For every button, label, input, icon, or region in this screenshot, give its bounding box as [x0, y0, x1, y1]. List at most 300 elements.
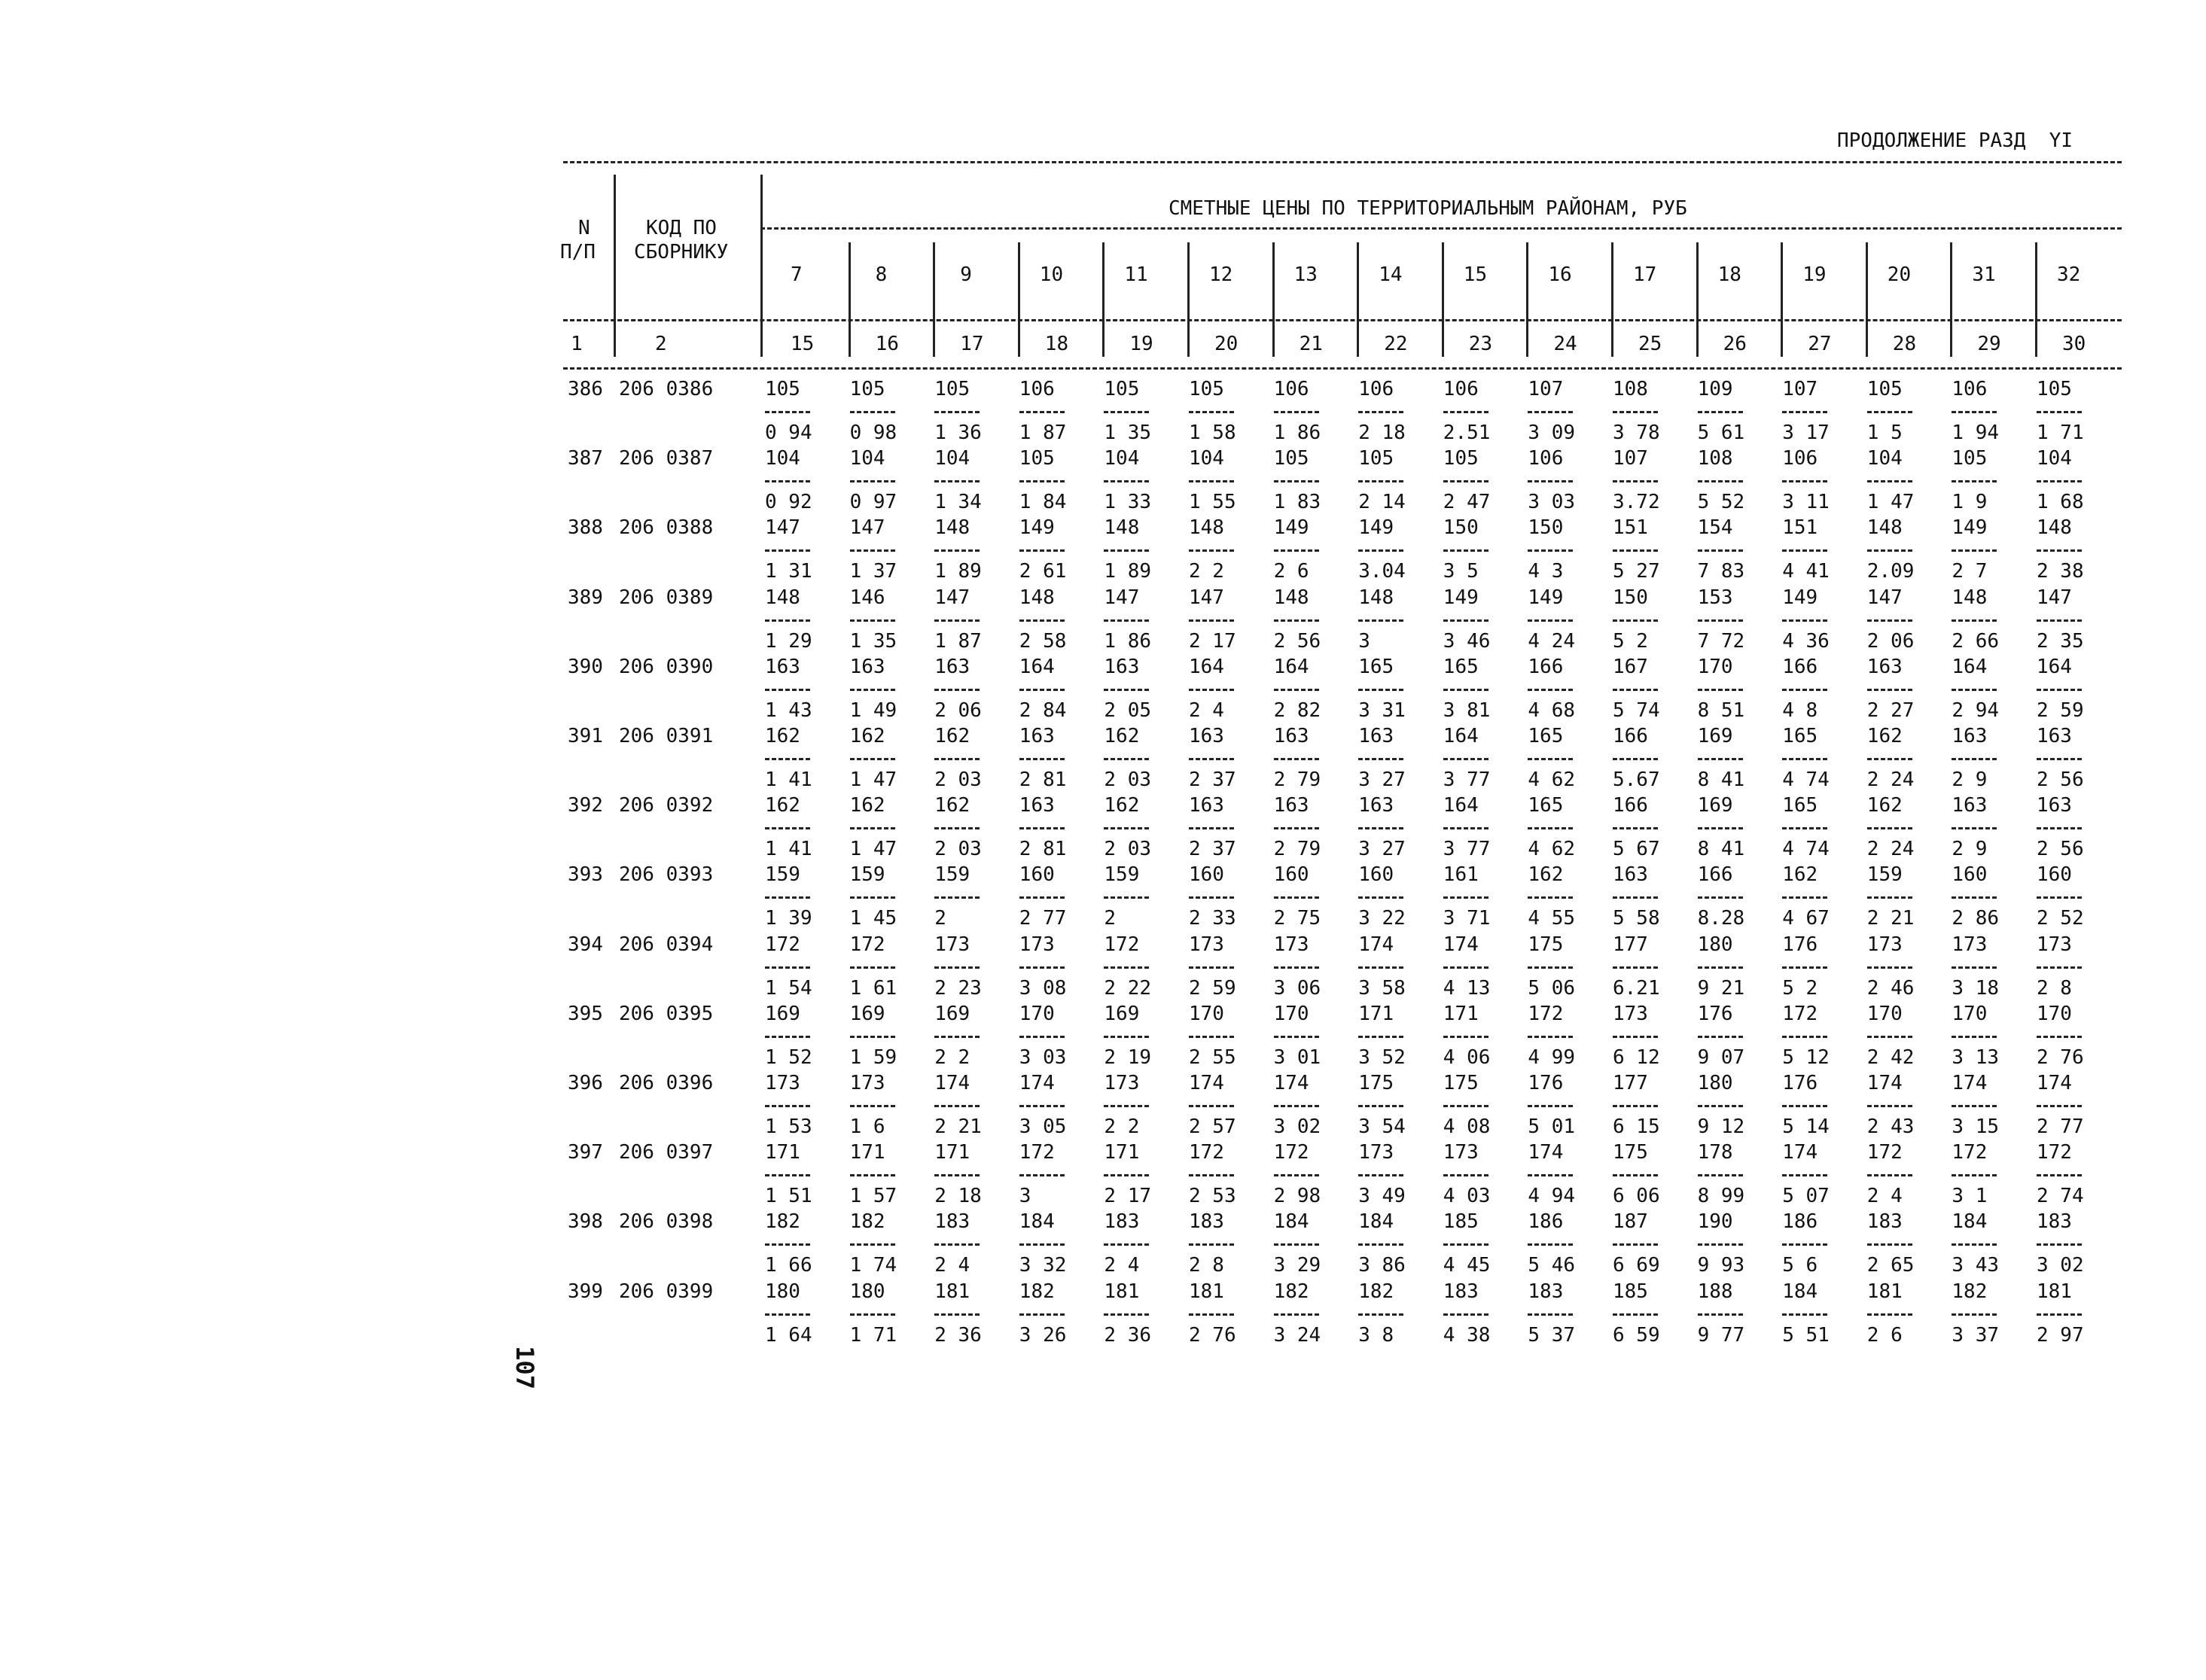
price-bottom: 5 61 — [1697, 422, 1745, 444]
group-title: СМЕТНЫЕ ЦЕНЫ ПО ТЕРРИТОРИАЛЬНЫМ РАЙОНАМ, РУБ — [1169, 197, 1687, 220]
col-index: 28 — [1892, 333, 1917, 355]
price-bottom: 3.72 — [1613, 491, 1660, 514]
price-bottom: 1 71 — [2037, 422, 2084, 444]
price-top: 147 — [1189, 586, 1224, 609]
price-top: 173 — [1358, 1141, 1394, 1164]
price-top: 162 — [934, 794, 970, 817]
fraction-bar — [850, 549, 895, 552]
row-number: 396 — [568, 1072, 603, 1094]
page-number: 107 — [510, 1346, 539, 1389]
price-top: 149 — [1782, 586, 1818, 609]
fraction-bar — [765, 1174, 810, 1176]
price-top: 148 — [1019, 586, 1055, 609]
district-number: 18 — [1717, 263, 1741, 286]
price-bottom: 4 38 — [1443, 1323, 1491, 1347]
price-top: 148 — [2037, 516, 2072, 540]
price-top: 151 — [1613, 516, 1648, 540]
district-vline — [1696, 242, 1699, 357]
price-top: 183 — [1443, 1280, 1479, 1303]
price-top: 148 — [1189, 516, 1224, 540]
price-bottom: 2 03 — [1104, 838, 1152, 861]
price-bottom: 0 92 — [765, 491, 812, 514]
price-bottom: 3 27 — [1358, 838, 1406, 861]
fraction-bar — [1528, 689, 1573, 691]
price-top: 160 — [1019, 863, 1055, 887]
price-bottom: 2 52 — [2037, 907, 2084, 930]
district-number: 19 — [1802, 263, 1827, 286]
row-number: 398 — [568, 1210, 603, 1234]
fraction-bar — [1189, 689, 1234, 691]
price-bottom: 2 56 — [2037, 838, 2084, 861]
fraction-bar — [850, 411, 895, 413]
price-bottom: 5 01 — [1528, 1115, 1576, 1138]
fraction-bar — [1952, 758, 1997, 760]
price-bottom: 3 06 — [1273, 976, 1321, 1000]
price-top: 106 — [1782, 447, 1818, 470]
district-number: 8 — [875, 263, 888, 286]
fraction-bar — [934, 689, 980, 691]
price-bottom: 1 64 — [765, 1323, 812, 1347]
price-top: 182 — [1358, 1280, 1394, 1303]
price-bottom: 8 51 — [1697, 698, 1745, 722]
price-bottom: 2 76 — [2037, 1045, 2084, 1069]
price-top: 176 — [1697, 1002, 1733, 1025]
price-bottom: 1 94 — [1952, 422, 2000, 444]
price-bottom: 3 86 — [1358, 1254, 1406, 1277]
price-top: 163 — [1189, 794, 1224, 817]
fraction-bar — [1443, 689, 1488, 691]
fraction-bar — [1528, 1243, 1573, 1246]
fraction-bar — [1528, 1036, 1573, 1038]
price-top: 183 — [1189, 1210, 1224, 1234]
continuation-header: ПРОДОЛЖЕНИЕ РАЗД YI — [1837, 129, 2073, 152]
price-bottom: 5 2 — [1613, 629, 1648, 653]
fraction-bar — [1104, 619, 1149, 622]
price-bottom: 0 97 — [849, 491, 897, 514]
price-bottom: 6 12 — [1613, 1045, 1660, 1069]
fraction-bar — [1782, 966, 1827, 969]
price-bottom: 5 52 — [1697, 491, 1745, 514]
price-bottom: 2 77 — [2037, 1115, 2084, 1138]
price-top: 173 — [849, 1072, 885, 1094]
district-vline — [1102, 242, 1105, 357]
fraction-bar — [1443, 966, 1488, 969]
fraction-bar — [1782, 1036, 1827, 1038]
fraction-bar — [1358, 966, 1403, 969]
fraction-bar — [1189, 1243, 1234, 1246]
fraction-bar — [1104, 411, 1149, 413]
price-bottom: 2 33 — [1189, 907, 1236, 930]
price-top: 173 — [1866, 933, 1903, 956]
price-top: 173 — [1104, 1072, 1140, 1094]
price-top: 163 — [1019, 794, 1055, 817]
price-bottom: 5 06 — [1528, 976, 1576, 1000]
price-top: 181 — [1104, 1280, 1140, 1303]
row-number: 386 — [568, 378, 603, 400]
price-bottom: 8 41 — [1697, 768, 1745, 791]
price-top: 148 — [1866, 516, 1903, 540]
fraction-bar — [1358, 1105, 1403, 1107]
price-top: 171 — [934, 1141, 970, 1164]
price-bottom: 1 83 — [1273, 491, 1321, 514]
price-bottom: 2 — [1104, 907, 1117, 930]
price-bottom: 3 24 — [1273, 1323, 1321, 1347]
price-top: 175 — [1528, 933, 1564, 956]
price-bottom: 4 13 — [1443, 976, 1491, 1000]
price-bottom: 2 74 — [2037, 1185, 2084, 1208]
fraction-bar — [1782, 411, 1827, 413]
fraction-bar — [1189, 411, 1234, 413]
district-vline — [1866, 242, 1868, 357]
price-bottom: 2.51 — [1443, 422, 1491, 444]
price-top: 164 — [1952, 655, 1988, 678]
price-top: 164 — [1273, 655, 1309, 678]
fraction-bar — [1019, 1105, 1065, 1107]
price-top: 163 — [1019, 725, 1055, 747]
fraction-bar — [2037, 1313, 2082, 1316]
fraction-bar — [1274, 1174, 1319, 1176]
price-bottom: 1 59 — [849, 1045, 897, 1069]
price-top: 183 — [1866, 1210, 1903, 1234]
row-code: 206 0386 — [619, 378, 714, 400]
price-top: 154 — [1697, 516, 1733, 540]
price-bottom: 6 15 — [1613, 1115, 1660, 1138]
price-top: 107 — [1782, 378, 1818, 400]
price-bottom: 1 54 — [765, 976, 812, 1000]
fraction-bar — [850, 896, 895, 899]
price-bottom: 1 89 — [934, 560, 982, 583]
price-top: 180 — [1697, 933, 1733, 956]
price-top: 166 — [1697, 863, 1733, 887]
price-bottom: 3 03 — [1019, 1045, 1067, 1069]
price-bottom: 5 67 — [1613, 838, 1660, 861]
fraction-bar — [1698, 1174, 1743, 1176]
fraction-bar — [1104, 549, 1149, 552]
fraction-bar — [1867, 896, 1912, 899]
fraction-bar — [934, 411, 980, 413]
price-bottom: 3 17 — [1782, 422, 1830, 444]
fraction-bar — [1528, 480, 1573, 482]
fraction-bar — [2037, 619, 2082, 622]
col-index: 27 — [1808, 333, 1832, 355]
price-bottom: 1 84 — [1019, 491, 1067, 514]
fraction-bar — [1952, 896, 1997, 899]
price-bottom: 3 13 — [1952, 1045, 2000, 1069]
price-top: 162 — [849, 794, 885, 817]
price-top: 162 — [1782, 863, 1818, 887]
price-top: 174 — [1952, 1072, 1988, 1094]
fraction-bar — [1019, 1243, 1065, 1246]
price-top: 183 — [2037, 1210, 2072, 1234]
district-vline — [933, 242, 935, 357]
fraction-bar — [1952, 619, 1997, 622]
fraction-bar — [1867, 549, 1912, 552]
fraction-bar — [1613, 1243, 1658, 1246]
fraction-bar — [1698, 758, 1743, 760]
fraction-bar — [1358, 1036, 1403, 1038]
price-bottom: 1 89 — [1104, 560, 1152, 583]
price-bottom: 5 74 — [1613, 698, 1660, 722]
price-top: 149 — [1019, 516, 1055, 540]
fraction-bar — [2037, 411, 2082, 413]
price-top: 149 — [1528, 586, 1564, 609]
price-bottom: 9 77 — [1697, 1323, 1745, 1347]
fraction-bar — [850, 480, 895, 482]
price-top: 174 — [1019, 1072, 1055, 1094]
price-top: 105 — [849, 378, 885, 400]
price-top: 169 — [765, 1002, 800, 1025]
fraction-bar — [850, 689, 895, 691]
price-bottom: 9 21 — [1697, 976, 1745, 1000]
price-top: 169 — [1104, 1002, 1140, 1025]
price-bottom: 1 29 — [765, 629, 812, 653]
price-bottom: 3 01 — [1273, 1045, 1321, 1069]
price-top: 174 — [1189, 1072, 1224, 1094]
price-top: 174 — [2037, 1072, 2072, 1094]
price-bottom: 3 54 — [1358, 1115, 1406, 1138]
price-bottom: 1 68 — [2037, 491, 2084, 514]
price-top: 163 — [1189, 725, 1224, 747]
price-top: 183 — [934, 1210, 970, 1234]
price-top: 186 — [1782, 1210, 1818, 1234]
price-top: 165 — [1443, 655, 1479, 678]
fraction-bar — [1274, 966, 1319, 969]
price-bottom: 1 34 — [934, 491, 982, 514]
price-bottom: 2 — [934, 907, 946, 930]
price-bottom: 1 61 — [849, 976, 897, 1000]
price-top: 159 — [1866, 863, 1903, 887]
row-number: 391 — [568, 725, 603, 747]
fraction-bar — [1274, 549, 1319, 552]
fraction-bar — [1443, 1313, 1488, 1316]
row-code: 206 0393 — [619, 863, 714, 887]
col-index: 15 — [791, 333, 815, 355]
price-top: 169 — [1697, 794, 1733, 817]
fraction-bar — [1782, 758, 1827, 760]
price-bottom: 1 35 — [1104, 422, 1152, 444]
col-index: 19 — [1129, 333, 1153, 355]
price-top: 185 — [1443, 1210, 1479, 1234]
price-bottom: 1 6 — [849, 1115, 885, 1138]
district-number: 20 — [1887, 263, 1912, 286]
fraction-bar — [1189, 549, 1234, 552]
price-bottom: 4 36 — [1782, 629, 1830, 653]
fraction-bar — [850, 1243, 895, 1246]
district-vline — [1611, 242, 1613, 357]
price-bottom: 5 2 — [1782, 976, 1818, 1000]
price-bottom: 2 14 — [1358, 491, 1406, 514]
price-top: 188 — [1697, 1280, 1733, 1303]
price-top: 163 — [849, 655, 885, 678]
price-bottom: 4 94 — [1528, 1185, 1576, 1208]
fraction-bar — [2037, 549, 2082, 552]
fraction-bar — [1104, 758, 1149, 760]
fraction-bar — [1613, 827, 1658, 829]
price-top: 108 — [1613, 378, 1648, 400]
price-bottom: 3 32 — [1019, 1254, 1067, 1277]
col-index: 30 — [2062, 333, 2086, 355]
table-top-rule — [563, 161, 2122, 163]
price-top: 105 — [934, 378, 970, 400]
row-code: 206 0395 — [619, 1002, 714, 1025]
col-index: 17 — [960, 333, 984, 355]
fraction-bar — [1274, 689, 1319, 691]
price-bottom: 2 42 — [1866, 1045, 1915, 1069]
price-top: 104 — [849, 447, 885, 470]
district-number: 9 — [960, 263, 972, 286]
price-bottom: 8.28 — [1697, 907, 1745, 930]
price-top: 163 — [1952, 794, 1988, 817]
price-top: 106 — [1528, 447, 1564, 470]
price-bottom: 5 6 — [1782, 1254, 1818, 1277]
price-bottom: 2 6 — [1273, 560, 1309, 583]
row-code: 206 0389 — [619, 586, 714, 609]
price-bottom: 6 06 — [1613, 1185, 1660, 1208]
fraction-bar — [2037, 827, 2082, 829]
price-bottom: 2 38 — [2037, 560, 2084, 583]
price-bottom: 2 81 — [1019, 768, 1067, 791]
price-bottom: 2 61 — [1019, 560, 1067, 583]
price-bottom: 3 02 — [1273, 1115, 1321, 1138]
fraction-bar — [934, 1243, 980, 1246]
price-top: 175 — [1443, 1072, 1479, 1094]
fraction-bar — [850, 966, 895, 969]
price-bottom: 8 41 — [1697, 838, 1745, 861]
col-index-2: 2 — [655, 333, 667, 355]
price-bottom: 3 49 — [1358, 1185, 1406, 1208]
price-top: 148 — [765, 586, 800, 609]
fraction-bar — [1019, 896, 1065, 899]
fraction-bar — [2037, 966, 2082, 969]
price-top: 164 — [2037, 655, 2072, 678]
fraction-bar — [934, 966, 980, 969]
price-bottom: 4 99 — [1528, 1045, 1576, 1069]
price-bottom: 6.21 — [1613, 976, 1660, 1000]
price-top: 105 — [765, 378, 800, 400]
row-number: 393 — [568, 863, 603, 887]
district-number: 14 — [1379, 263, 1403, 286]
fraction-bar — [1782, 619, 1827, 622]
price-bottom: 1 35 — [849, 629, 897, 653]
row-code: 206 0392 — [619, 794, 714, 817]
price-top: 172 — [1189, 1141, 1224, 1164]
price-top: 173 — [1189, 933, 1224, 956]
price-top: 165 — [1358, 655, 1394, 678]
price-bottom: 1 41 — [765, 768, 812, 791]
district-vline — [2035, 242, 2037, 357]
price-top: 173 — [1613, 1002, 1648, 1025]
price-bottom: 4 68 — [1528, 698, 1576, 722]
price-top: 104 — [765, 447, 800, 470]
fraction-bar — [2037, 896, 2082, 899]
price-top: 147 — [2037, 586, 2072, 609]
header-mid-rule — [563, 319, 2122, 321]
price-bottom: 2 03 — [1104, 768, 1152, 791]
price-bottom: 4 24 — [1528, 629, 1576, 653]
price-bottom: 2 79 — [1273, 768, 1321, 791]
row-number: 394 — [568, 933, 603, 956]
price-top: 163 — [1358, 725, 1394, 747]
price-top: 104 — [1866, 447, 1903, 470]
col-code-label-2: СБОРНИКУ — [634, 241, 729, 263]
price-top: 170 — [1273, 1002, 1309, 1025]
price-bottom: 3.04 — [1358, 560, 1406, 583]
fraction-bar — [1274, 619, 1319, 622]
price-top: 151 — [1782, 516, 1818, 540]
fraction-bar — [2037, 1105, 2082, 1107]
district-vline — [1187, 242, 1190, 357]
fraction-bar — [1189, 1313, 1234, 1316]
price-bottom: 5 51 — [1782, 1323, 1830, 1347]
fraction-bar — [1613, 549, 1658, 552]
price-top: 173 — [934, 933, 970, 956]
fraction-bar — [765, 480, 810, 482]
price-bottom: 3 1 — [1952, 1185, 1988, 1208]
price-top: 173 — [1019, 933, 1055, 956]
price-bottom: 2 82 — [1273, 698, 1321, 722]
col-code-label-1: КОД ПО — [646, 217, 717, 239]
price-bottom: 4 67 — [1782, 907, 1830, 930]
price-bottom: 3 22 — [1358, 907, 1406, 930]
row-number: 392 — [568, 794, 603, 817]
fraction-bar — [1104, 1036, 1149, 1038]
price-bottom: 5 37 — [1528, 1323, 1576, 1347]
fraction-bar — [1274, 1243, 1319, 1246]
fraction-bar — [1443, 411, 1488, 413]
price-bottom: 4 74 — [1782, 768, 1830, 791]
price-top: 105 — [1019, 447, 1055, 470]
district-number: 17 — [1633, 263, 1657, 286]
price-bottom: 1 5 — [1866, 422, 1903, 444]
price-bottom: 1 47 — [1866, 491, 1915, 514]
price-top: 182 — [849, 1210, 885, 1234]
price-top: 166 — [1613, 794, 1648, 817]
price-top: 147 — [849, 516, 885, 540]
district-number: 10 — [1039, 263, 1064, 286]
price-top: 162 — [765, 725, 800, 747]
price-top: 163 — [1952, 725, 1988, 747]
fraction-bar — [1358, 480, 1403, 482]
price-bottom: 4 41 — [1782, 560, 1830, 583]
price-top: 162 — [1104, 794, 1140, 817]
district-vline — [1018, 242, 1020, 357]
price-top: 149 — [1273, 516, 1309, 540]
fraction-bar — [1698, 827, 1743, 829]
fraction-bar — [1952, 1243, 1997, 1246]
fraction-bar — [1782, 896, 1827, 899]
price-bottom: 0 94 — [765, 422, 812, 444]
price-top: 105 — [1273, 447, 1309, 470]
fraction-bar — [1782, 1105, 1827, 1107]
fraction-bar — [850, 1036, 895, 1038]
fraction-bar — [1019, 480, 1065, 482]
price-bottom: 2 79 — [1273, 838, 1321, 861]
price-bottom: 3 09 — [1528, 422, 1576, 444]
row-code: 206 0388 — [619, 516, 714, 540]
fraction-bar — [1019, 1313, 1065, 1316]
fraction-bar — [2037, 480, 2082, 482]
price-bottom: 3 31 — [1358, 698, 1406, 722]
fraction-bar — [1358, 549, 1403, 552]
price-top: 104 — [2037, 447, 2072, 470]
fraction-bar — [1528, 619, 1573, 622]
price-bottom: 7 83 — [1697, 560, 1745, 583]
price-top: 147 — [765, 516, 800, 540]
price-top: 177 — [1613, 933, 1648, 956]
price-top: 170 — [1697, 655, 1733, 678]
price-top: 183 — [1528, 1280, 1564, 1303]
fraction-bar — [1613, 689, 1658, 691]
